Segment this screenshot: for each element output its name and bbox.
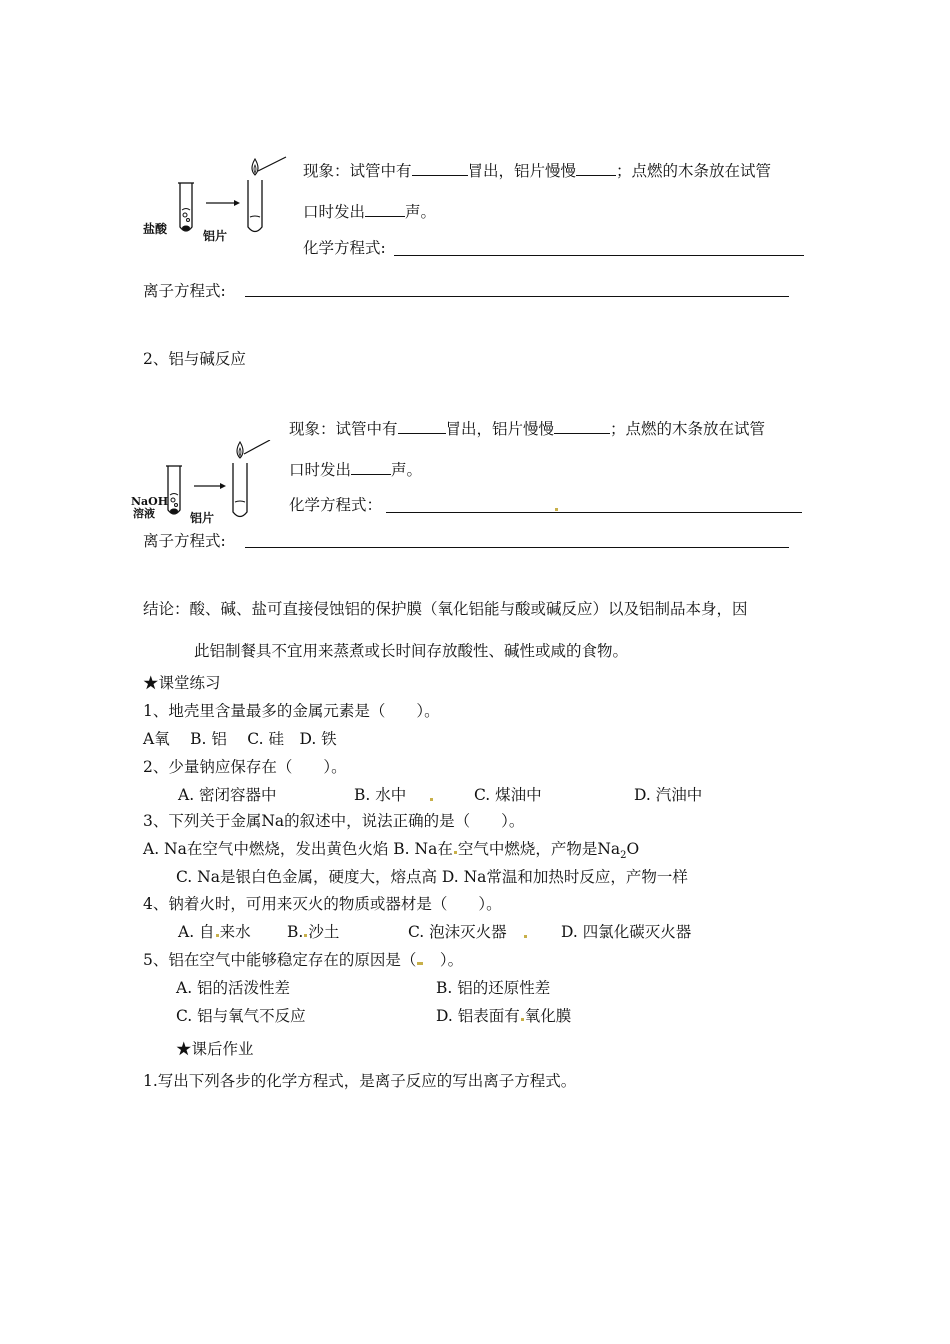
fig-label-solution: 溶液	[133, 507, 155, 520]
conclusion-line1: 结论：酸、碱、盐可直接侵蚀铝的保护膜（氧化铝能与酸或碱反应）以及铝制品本身，因	[143, 600, 748, 618]
question-4-option-d: D. 四氯化碳灭火器	[561, 923, 692, 941]
question-5-option-c: C. 铝与氧气不反应	[176, 1007, 306, 1025]
answer-blank[interactable]	[554, 418, 610, 434]
question-2-option-b: B. 水中	[354, 786, 407, 804]
question-5-option-d: D. 铝表面有 氧化膜	[436, 1007, 572, 1025]
homework-heading: ★课后作业	[176, 1040, 254, 1058]
section2-heading: 2、铝与碱反应	[143, 350, 246, 368]
section1-chem-eq-line[interactable]	[394, 255, 804, 256]
fig-label-naoh: NaOH	[131, 495, 169, 508]
question-3: 3、下列关于金属Na的叙述中，说法正确的是（ ）。	[143, 812, 525, 830]
section2-chem-eq-line[interactable]	[386, 512, 802, 513]
artifact-dot	[417, 962, 423, 965]
question-1: 1、地壳里含量最多的金属元素是（ ）。	[143, 702, 440, 720]
fig-label-aluminum: 铝片	[203, 229, 228, 243]
section2-chem-eq-label: 化学方程式：	[289, 496, 383, 514]
artifact-dot	[216, 934, 219, 937]
homework-item-1: 1.写出下列各步的化学方程式，是离子反应的写出离子方程式。	[143, 1072, 577, 1090]
section2-phenomenon-line2: 口时发出 声。	[289, 461, 423, 479]
question-1-options: A氧 B. 铝 C. 硅 D. 铁	[143, 730, 337, 748]
question-3-options-ab: A. Na在空气中燃烧，发出黄色火焰 B. Na在 空气中燃烧，产物是$Na_2O$	[143, 840, 640, 862]
section1-ion-eq-line[interactable]	[245, 296, 789, 297]
answer-blank[interactable]	[412, 160, 468, 176]
answer-blank[interactable]	[576, 160, 616, 176]
section2-ion-eq-label: 离子方程式:	[143, 532, 226, 550]
artifact-dot	[304, 934, 307, 937]
question-2-option-a: A. 密闭容器中	[178, 786, 277, 804]
section2-phenomenon-line1: 现象：试管中有 冒出，铝片慢慢 ；点燃的木条放在试管	[289, 420, 766, 438]
artifact-dot	[555, 508, 558, 511]
question-4-option-c: C. 泡沫灭火器	[408, 923, 507, 941]
section1-ion-eq-label: 离子方程式:	[143, 282, 226, 300]
question-5-option-a: A. 铝的活泼性差	[176, 979, 291, 997]
question-2-option-c: C. 煤油中	[474, 786, 542, 804]
fig-label-aluminum-2: 铝片	[190, 511, 215, 525]
question-2-option-d: D. 汽油中	[634, 786, 703, 804]
question-4-option-a: A. 自 来水	[178, 923, 251, 941]
question-5-option-b: B. 铝的还原性差	[436, 979, 551, 997]
artifact-dot	[524, 935, 527, 938]
fig-label-acid: 盐酸	[143, 222, 168, 236]
question-3-options-cd: C. Na是银白色金属，硬度大，熔点高 D. Na常温和加热时反应，产物一样	[176, 868, 688, 886]
question-4-option-b: B. 沙土	[287, 923, 340, 941]
question-5: 5、铝在空气中能够稳定存在的原因是（ ）。	[143, 951, 464, 969]
answer-blank[interactable]	[351, 459, 391, 475]
section1-chem-eq-label: 化学方程式:	[303, 239, 386, 257]
answer-blank[interactable]	[365, 201, 405, 217]
section1-phenomenon-line2: 口时发出 声。	[303, 203, 437, 221]
artifact-dot	[430, 798, 433, 801]
question-4: 4、钠着火时，可用来灭火的物质或器材是（ ）。	[143, 895, 502, 913]
section2-ion-eq-line[interactable]	[245, 547, 789, 548]
artifact-dot	[521, 1018, 524, 1021]
artifact-dot	[454, 851, 457, 854]
answer-blank[interactable]	[398, 418, 446, 434]
practice-heading: ★课堂练习	[143, 674, 221, 692]
section1-phenomenon-line1: 现象：试管中有 冒出，铝片慢慢 ；点燃的木条放在试管	[303, 162, 772, 180]
question-2: 2、少量钠应保存在（ ）。	[143, 758, 347, 776]
conclusion-line2: 此铝制餐具不宜用来蒸煮或长时间存放酸性、碱性或咸的食物。	[194, 642, 629, 660]
